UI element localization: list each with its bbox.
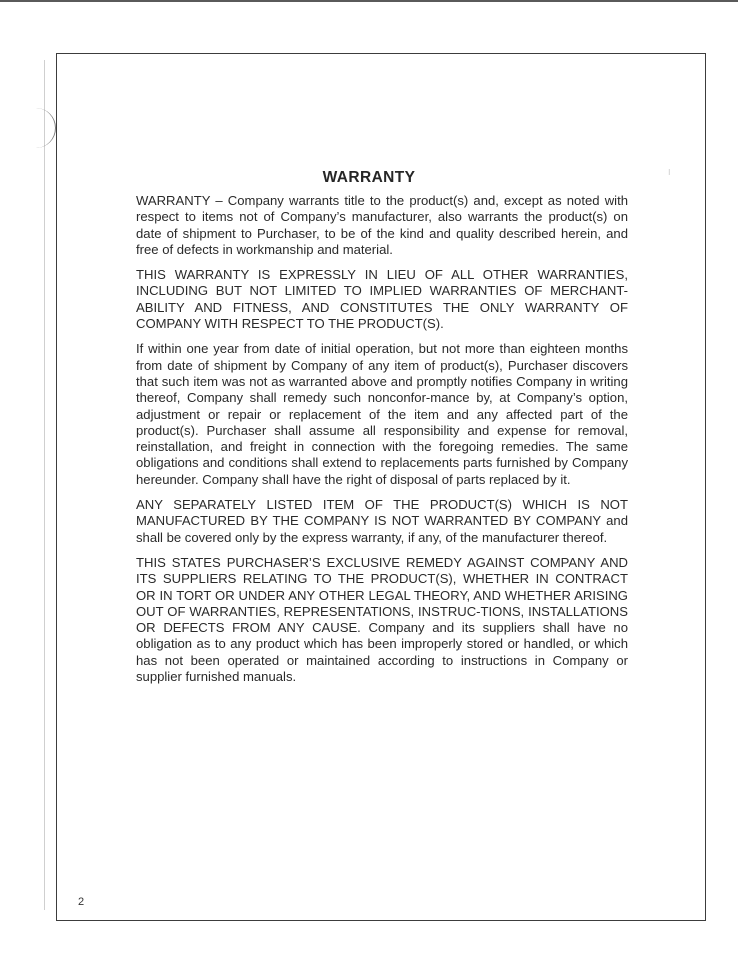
scan-margin-line <box>44 60 45 910</box>
scan-artifact: ⁝ <box>668 168 671 177</box>
warranty-paragraph-limitation: THIS STATES PURCHASER’S EXCLUSIVE REMEDY AGAINST COMPANY AND ITS SUPPLIERS RELATING TO THE PRODUCT(S), WHETHER IN CONTRACT OR IN TORT OR UNDER ANY OTHER LEGAL THEORY, AND WHETHER ARISING OUT OF WARRANTIES, REPRESENTATIONS, INSTRUC-TIONS, INSTALLATIONS OR DEFECTS FROM ANY CAUSE. Company and its suppliers shall have no obligation as to any product which has been improperly stored or handled, or which has not been operated or maintained according to instructions in Company or supplier furnished manuals. <box>136 554 628 685</box>
warranty-paragraph-exclusive: THIS WARRANTY IS EXPRESSLY IN LIEU OF ALL OTHER WARRANTIES, INCLUDING BUT NOT LIMITED TO IMPLIED WARRANTIES OF MERCHANT-ABILITY AND FITNESS, AND CONSTITUTES THE ONLY WARRANTY OF COMPANY WITH RESPECT TO THE PRODUCT(S). <box>136 267 628 332</box>
warranty-paragraph-third-party: ANY SEPARATELY LISTED ITEM OF THE PRODUCT(S) WHICH IS NOT MANUFACTURED BY THE COMPANY IS NOT WARRANTED BY COMPANY and shall be covered only by the express warranty, if any, of the manufacturer thereof. <box>136 497 628 545</box>
warranty-body <box>136 193 628 694</box>
warranty-paragraph-general: WARRANTY – Company warrants title to the product(s) and, except as noted with respect to items not of Company’s manufacturer, also warrants the product(s) on date of shipment to Purchaser, to be of the kind and quality described herein, and free of defects in workmanship and material. <box>136 193 628 257</box>
scan-top-edge <box>0 0 738 2</box>
page-number: 2 <box>78 896 85 908</box>
warranty-paragraph-remedy: If within one year from date of initial operation, but not more than eighteen months from date of shipment by Company of any item of product(s), Purchaser discovers that such item was not as warranted above and promptly notifies Company in writing thereof, Company shall remedy such nonconfor-mance by, at Company’s option, adjustment or repair or replacement of the item and any affected part of the product(s). Purchaser shall assume all responsibility and expense for removal, reinstallation, and freight in connection with the foregoing remedies. The same obligations and conditions shall extend to replacements parts furnished by Company hereunder. Company shall have the right of disposal of parts replaced by it. <box>136 341 628 487</box>
binder-hole-mark <box>30 108 56 148</box>
warranty-title: WARRANTY <box>322 169 416 186</box>
